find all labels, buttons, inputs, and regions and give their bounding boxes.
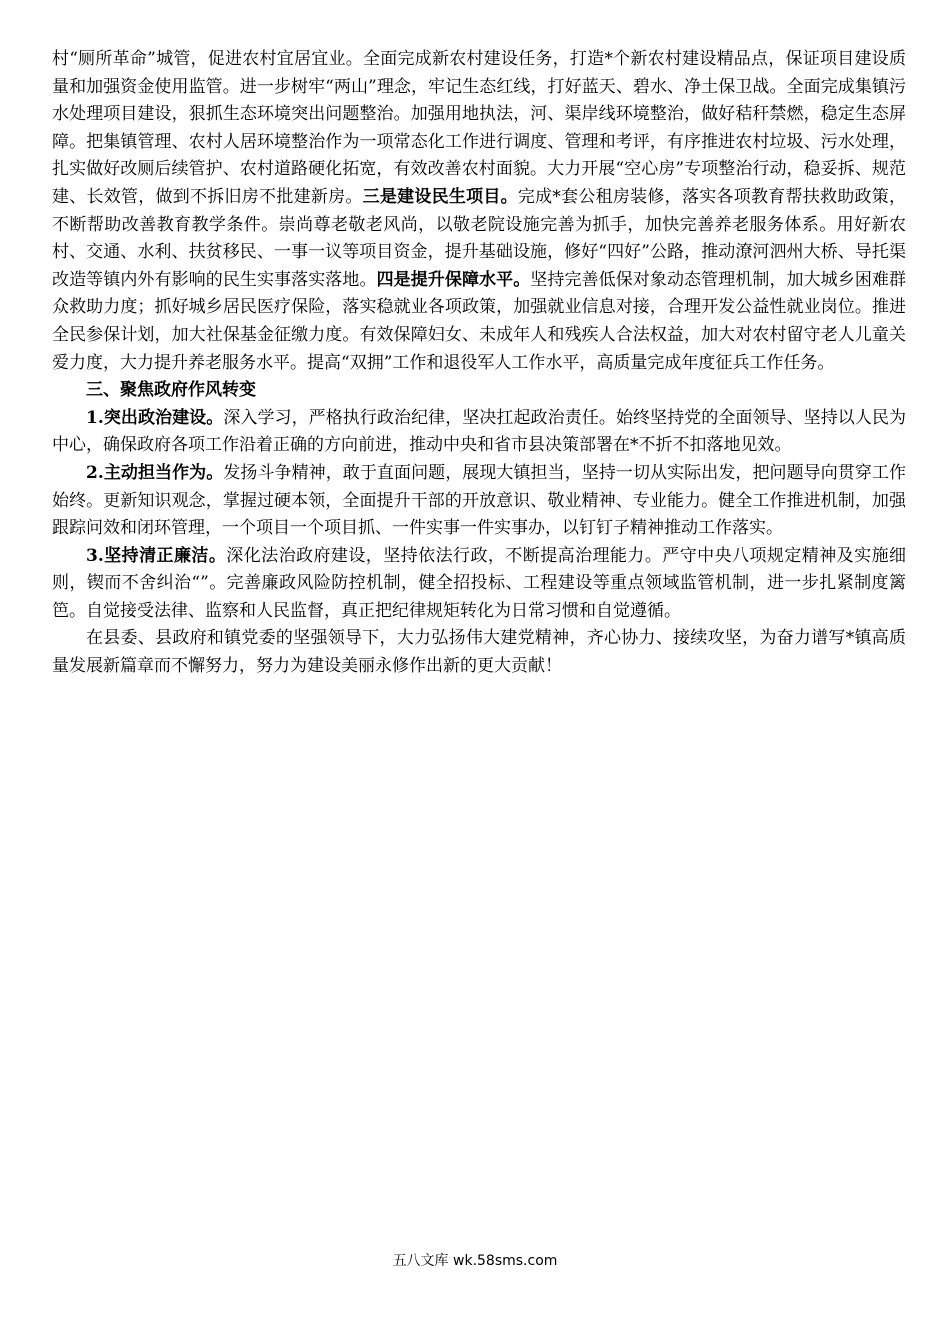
paragraph-continuation [52, 46, 906, 377]
document-body [52, 46, 906, 681]
numbered-item-3 [52, 543, 906, 626]
section-heading: 三、聚焦政府作风转变 [86, 380, 256, 401]
item-text: 深化法治政府建设，坚持依法行政，不断提高治理能力。严守中央八项规定精神及实施细则，锲而不舍纠治“”。完善廉政风险防控机制，健全招投标、工程建设等重点领域监管机制，进一步扎紧制度篱笆。自觉接受法律、监察和人民监督，真正把纪律规矩转化为日常习惯和自觉遵循。 [52, 545, 907, 621]
closing-paragraph: 在县委、县政府和镇党委的坚强领导下，大力弘扬伟大建党精神，齐心协力、接续攻坚，为奋力谱写*镇高质量发展新篇章而不懈努力，努力为建设美丽永修作出新的更大贡献！ [52, 628, 906, 677]
numbered-item-2 [52, 460, 906, 543]
bold-lead-sentence: 三是建设民生项目。 [362, 186, 518, 207]
bold-lead-sentence: 四是提升保障水平。 [376, 269, 531, 290]
paragraph-text: 村“厕所革命”城管，促进农村宜居宜业。全面完成新农村建设任务，打造*个新农村建设精品点，保证项目建设质量和加强资金使用监管。进一步树牢“两山”理念，牢记生态红线，打好蓝天、碧水、净土保卫战。全面完成集镇污水处理项目建设，狠抓生态环境突出问题整治。加强用地执法，河、渠岸线环境整治，做好秸秆禁燃，稳定生态屏障。把集镇管理、农村人居环境整治作为一项常态化工作进行调度、管理和考评，有序推进农村垃圾、污水处理，扎实做好改厕后续管护、农村道路硬化拓宽，有效改善农村面貌。大力开展“空心房”专项整治行动，稳妥拆、规范建、长效管，做到不拆旧房不批建新房。 [52, 49, 906, 207]
item-title: 1.突出政治建设。 [86, 407, 224, 428]
item-text: 发扬斗争精神，敢于直面问题，展现大镇担当，坚持一切从实际出发，把问题导向贯穿工作始终。更新知识观念，掌握过硬本领，全面提升干部的开放意识、敬业精神、专业能力。健全工作推进机制，加强跟踪问效和闭环管理，一个项目一个项目抓、一件实事一件实事办，以钉钉子精神推动工作落实。 [52, 462, 907, 539]
paragraph-text: 完成*套公租房装修，落实各项教育帮扶救助政策，不断帮助改善教育教学条件。崇尚尊老敬老风尚，以敬老院设施完善为抓手，加快完善养老服务体系。用好新农村、交通、水利、扶贫移民、一事一议等项目资金，提升基础设施，修好“四好”公路，推动潦河泗州大桥、导托渠改造等镇内外有影响的民生实事落实落地。 [52, 186, 907, 290]
item-text: 深入学习，严格执行政治纪律，坚决扛起政治责任。始终坚持党的全面领导、坚持以人民为中心，确保政府各项工作沿着正确的方向前进，推动中央和省市县决策部署在*不折不扣落地见效。 [52, 407, 907, 456]
page-footer: 五八文库 wk.58sms.com [392, 1253, 558, 1269]
item-title: 2.主动担当作为。 [86, 462, 224, 483]
paragraph-text: 坚持完善低保对象动态管理机制，加大城乡困难群众救助力度；抓好城乡居民医疗保险，落实稳就业各项政策，加强就业信息对接，合理开发公益性就业岗位。推进全民参保计划，加大社保基金征缴力度。有效保障妇女、未成年人和残疾人合法权益，加大对农村留守老人儿童关爱力度，大力提升养老服务水平。提高“双拥”工作和退役军人工作水平，高质量完成年度征兵工作任务。 [52, 269, 907, 373]
item-title: 3.坚持清正廉洁。 [86, 545, 227, 566]
numbered-item-1 [52, 405, 906, 460]
